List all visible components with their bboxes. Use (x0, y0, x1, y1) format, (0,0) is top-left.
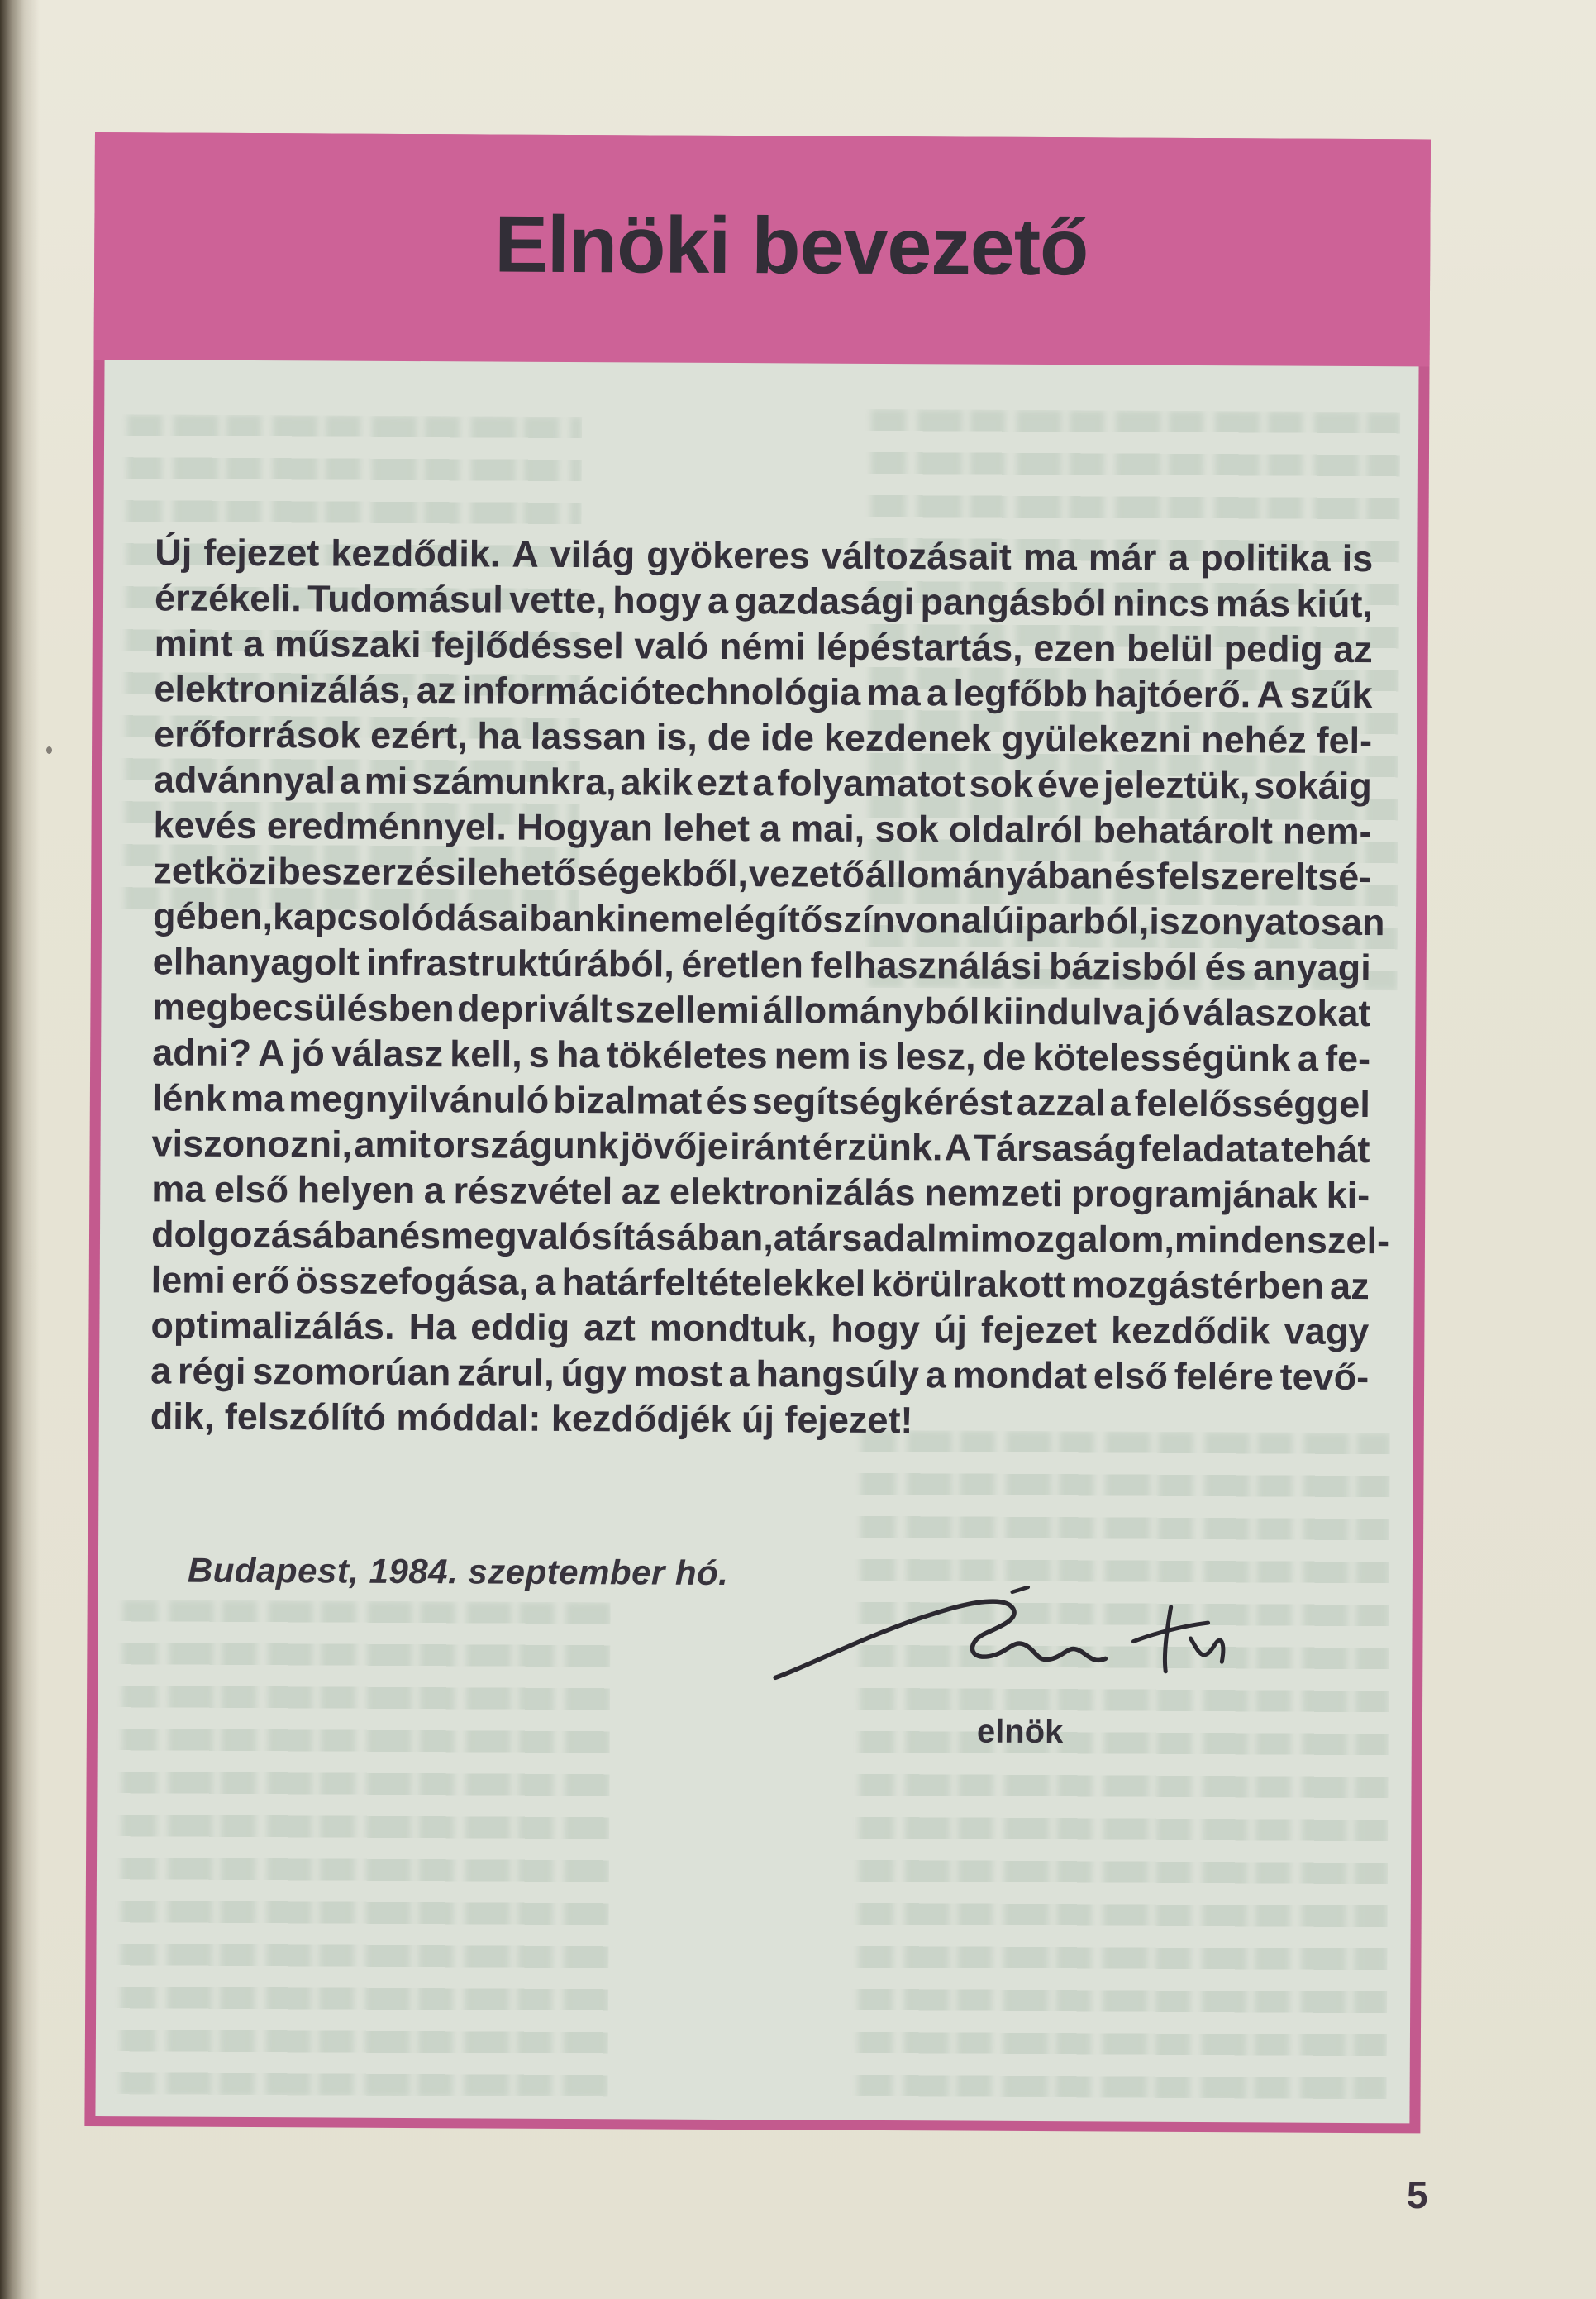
book-spine-shadow (0, 0, 40, 2299)
signature-role-label: elnök (976, 1713, 1064, 1751)
pink-plate (84, 132, 1431, 2133)
body-line: dolgozásában és megvalósításában, a társadalmi mozgalom, minden szel- (150, 1213, 1390, 1262)
body-line: elektronizálás, az információtechnológia ma a legfőbb hajtóerő. A szűk (154, 667, 1373, 717)
body-paragraph (150, 529, 1390, 1445)
body-line: optimalizálás. Ha eddig azt mondtuk, hogy új fejezet kezdődik vagy (150, 1304, 1370, 1353)
body-line: Új fejezet kezdődik. A világ gyökeres változásait ma már a politika is (155, 531, 1374, 580)
signature-image (764, 1585, 1227, 1711)
body-line: a régi szomorúan zárul, úgy most a hangsúly a mondat első felére tevő- (150, 1349, 1370, 1399)
body-line: erőforrások ezért, ha lassan is, de ide kezdenek gyülekezni nehéz fel- (154, 713, 1373, 762)
content-panel (95, 360, 1418, 2123)
dateline: Budapest, 1984. szeptember hó. (187, 1550, 729, 1593)
title-banner (94, 132, 1431, 366)
body-line: gében, kapcsolódásaiban ki nem elégítő színvonalú iparból, iszonyatosan (152, 894, 1385, 944)
ink-speck (46, 746, 52, 754)
body-line: zetközi beszerzési lehetőségekből, vezető állományában és felszereltsé- (153, 849, 1372, 899)
body-line: ma első helyen a részvétel az elektronizálás nemzeti programjának ki- (151, 1167, 1370, 1217)
body-line: érzékeli. Tudomásul vette, hogy a gazdasági pangásból nincs más kiút, (154, 576, 1374, 626)
body-line: megbecsülésben deprivált szellemi állományból kiindulva jó válaszokat (152, 985, 1371, 1035)
body-line: lénk ma megnyilvánuló bizalmat és segítségkérést azzal a felelősséggel (151, 1076, 1370, 1126)
body-line: mint a műszaki fejlődéssel való némi lépéstartás, ezen belül pedig az (154, 622, 1373, 671)
bleedthrough-ghost (850, 1430, 1390, 2102)
page-title: Elnöki bevezető (493, 198, 1089, 292)
page-number: 5 (1407, 2173, 1428, 2216)
body-line: elhanyagolt infrastruktúrából, éretlen felhasználási bázisból és anyagi (152, 940, 1371, 990)
bleedthrough-ghost (112, 1600, 611, 2098)
body-line: kevés eredménnyel. Hogyan lehet a mai, sok oldalról behatárolt nem- (153, 804, 1372, 853)
body-line: viszonozni, amit országunk jövője iránt érzünk. A Társaság feladata tehát (151, 1122, 1370, 1171)
body-line: adni? A jó válasz kell, s ha tökéletes nem is lesz, de kötelességünk a fe- (152, 1031, 1371, 1080)
body-line: advánnyal a mi számunkra, akik ezt a folyamatot sok éve jeleztük, sokáig (153, 758, 1373, 808)
body-line: lemi erő összefogása, a határfeltételekkel körülrakott mozgástérben az (150, 1258, 1370, 1308)
body-line: dik, felszólító móddal: kezdődjék új fejezet! (150, 1395, 913, 1442)
